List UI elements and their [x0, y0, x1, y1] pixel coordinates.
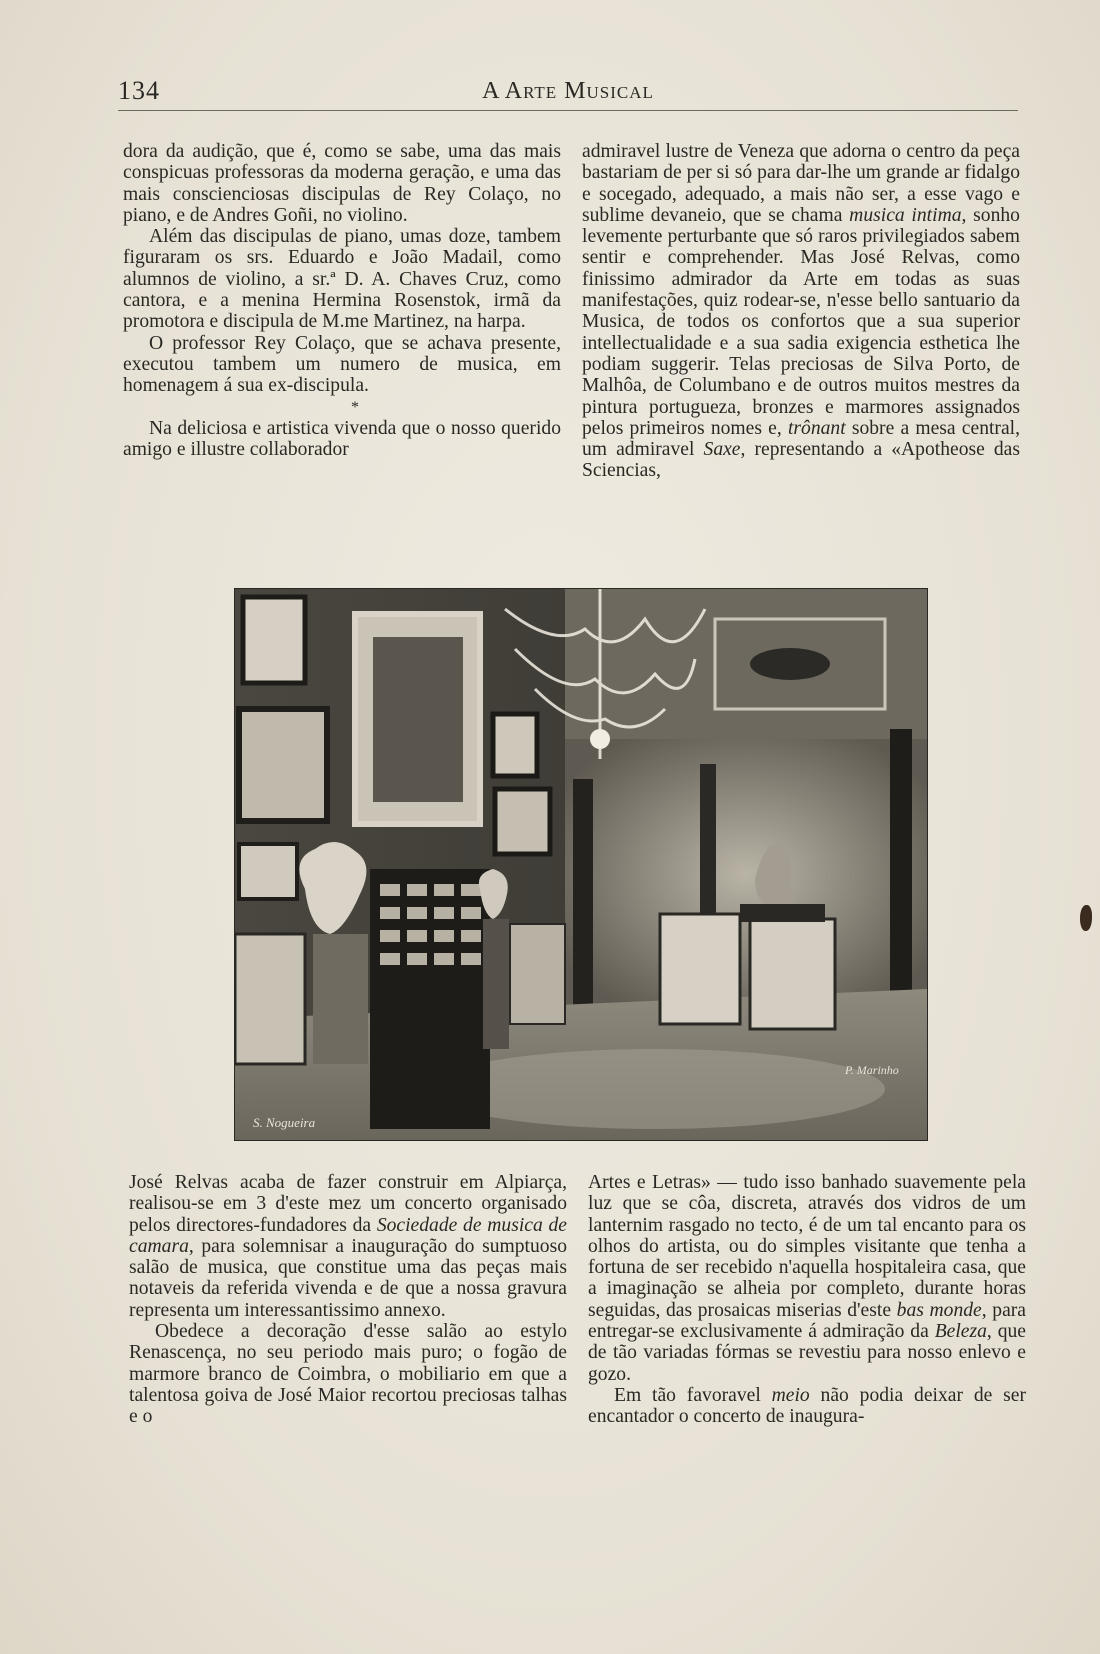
italic-term: Beleza — [934, 1321, 987, 1343]
italic-term: Sociedade de musica de camara — [129, 1214, 567, 1257]
text-run: Em tão favoravel — [614, 1384, 772, 1406]
italic-term: meio — [771, 1384, 810, 1406]
column-top-right — [582, 141, 1020, 482]
text-run: , representando a «Apotheose das Sciencias, — [582, 439, 1020, 482]
paragraph: Na deliciosa e artistica vivenda que o nosso querido amigo e illustre collaborador — [123, 417, 561, 461]
text-run: , para entregar-se exclusivamente á admiração da — [588, 1299, 1026, 1343]
section-asterism: * — [351, 398, 359, 416]
ink-stain — [1080, 905, 1092, 931]
italic-term: bas monde — [896, 1299, 982, 1321]
paragraph — [588, 1385, 1026, 1428]
page-number: 134 — [118, 76, 160, 105]
text-run: admiravel lustre de Veneza que adorna o centro da peça bastariam de per si só para dar-lhe um grande ar fidalgo e socegado, adequado, a mais não ser, a esse vago e sublime devaneio, que se chama — [582, 141, 1020, 226]
text-run: José Relvas acaba de fazer construir em Alpiarça, realisou-se em 3 d'este mez um concerto organisado pelos directores-fundadores da — [129, 1172, 567, 1236]
text-run: , sonho levemente perturbante que só raros privilegiados sabem sentir e comprehender. Mas José Relvas, como finissimo admirador da Arte em todas as suas manifestações, quiz rodear-se, n'esse bello santuario da Musica, de todos os confortos que a sua superior intellectualidade e a sua sadia exigencia esthetica lhe podiam suggerir. Telas preciosas de Silva Porto, de Malhôa, de Columbano e de outros muitos mestres da pintura portugueza, bronzes e marmores assignados pelos primeiros nomes e, — [582, 204, 1020, 439]
paragraph — [582, 141, 1020, 482]
column-top-left — [123, 141, 561, 460]
salon-photograph — [235, 589, 927, 1140]
paragraph — [129, 1172, 567, 1321]
text-run: Artes e Letras» — tudo isso banhado suavemente pela luz que se côa, discreta, através dos vidros de um lanternim rasgado no tecto, é de um tal encanto para os olhos do artista, ou do simples visitante que tenha a fortuna de ser recebido n'aquella hospitaleira casa, que a imaginação se alheia por completo, durante horas seguidas, das prosaicas miserias d'este — [588, 1172, 1026, 1321]
text-run: sobre a mesa central, um admiravel — [582, 417, 1020, 461]
paragraph — [588, 1172, 1026, 1385]
photo-signature-right: P. Marinho — [845, 1063, 899, 1077]
photograph-illustration — [235, 589, 927, 1140]
paragraph: Obedece a decoração d'esse salão ao estylo Renascença, no seu periodo mais puro; o fogão de marmore branco de Coimbra, o mobiliario em que a talentosa goiva de José Maior recortou preciosas talhas e o — [129, 1321, 567, 1428]
italic-term: trônant — [787, 417, 846, 439]
italic-term: musica intima — [849, 204, 962, 226]
header-rule — [118, 110, 1018, 111]
italic-term: Saxe — [703, 439, 741, 461]
running-title: A Arte Musical — [482, 78, 654, 104]
text-run: , para solemnisar a inauguração do sumptuoso salão de musica, que constitue uma das peças mais notaveis da referida vivenda e de que a nossa gravura representa um interessantissimo annexo. — [129, 1235, 567, 1321]
text-run: não podia deixar de ser encantador o concerto de inaugura- — [588, 1384, 1026, 1428]
paragraph: dora da audição, que é, como se sabe, uma das mais conspicuas professoras da moderna geração, e uma das mais conscienciosas discipulas de Rey Colaço, no piano, e de Andres Goñi, no violino. — [123, 141, 561, 226]
text-run: , que de tão variadas fórmas se revestiu para nosso enlevo e gozo. — [588, 1321, 1026, 1385]
paragraph: Além das discipulas de piano, umas doze, tambem figuraram os srs. Eduardo e João Madail, como alumnos de violino, a sr.ª D. A. Chaves Cruz, como cantora, e a menina Hermina Rosenstok, irmã da promotora e discipula de M.me Martinez, na harpa. — [123, 226, 561, 333]
column-bottom-right — [588, 1172, 1026, 1428]
column-bottom-left — [129, 1172, 567, 1428]
paragraph: O professor Rey Colaço, que se achava presente, executou tambem um numero de musica, em homenagem á sua ex-discipula. — [123, 332, 561, 397]
photo-signature-left: S. Nogueira — [253, 1115, 316, 1130]
page-header — [118, 72, 1018, 110]
